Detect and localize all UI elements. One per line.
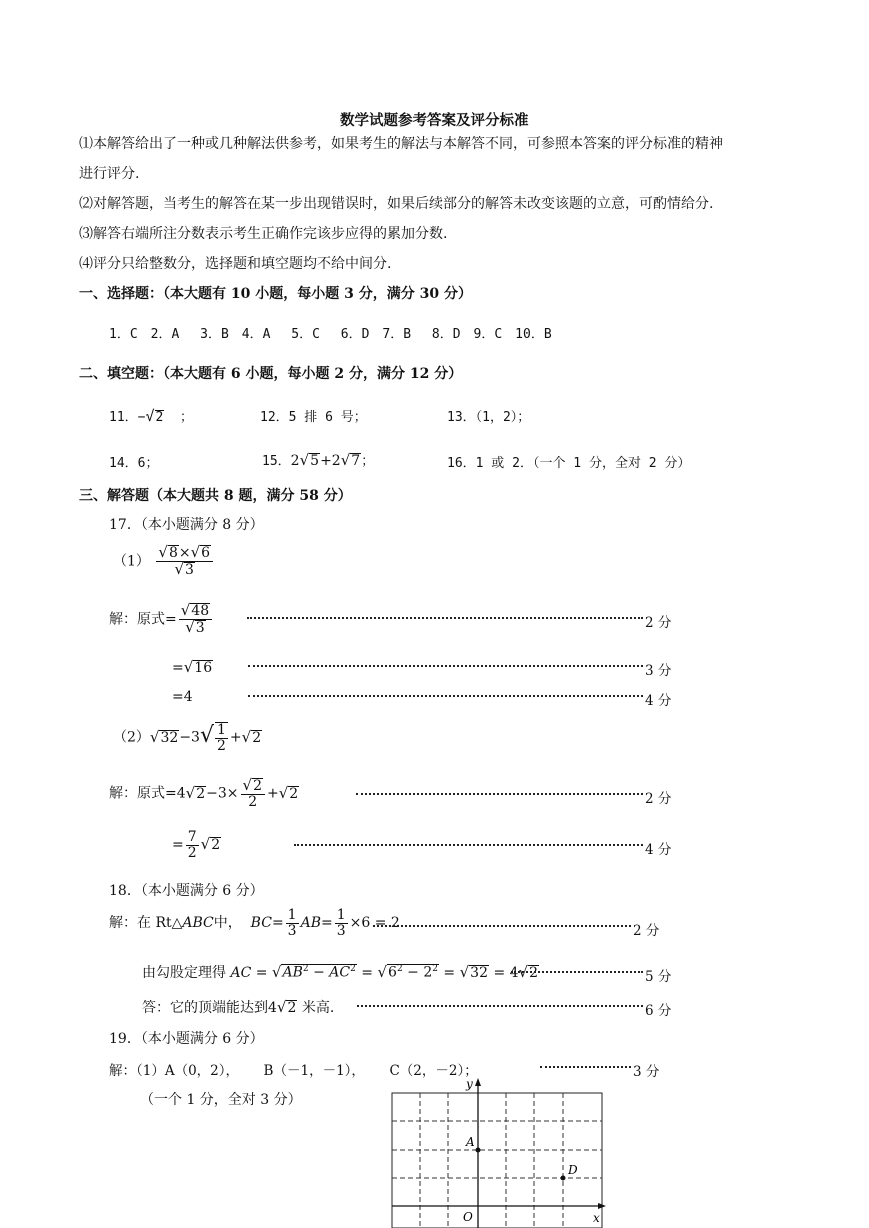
score-label: 3 分	[645, 663, 672, 679]
note-2: ⑵对解答题，当考生的解答在某一步出现错误时，如果后续部分的解答未改变该题的立意，可酌情给分.	[79, 196, 714, 212]
q19-line1: 解：（1）A（0，2）， B（－1，－1）， C（2，－2）；	[109, 1063, 478, 1079]
score-label: 4 分	[645, 842, 672, 858]
fill-answer-13: 13．（1，2）；	[447, 410, 531, 425]
score-leader	[373, 925, 631, 927]
point-d	[561, 1176, 566, 1181]
q17-sol1-line1: 解：原式= $\frac{√48}{√3}$	[109, 603, 214, 636]
point-a-label: A	[466, 1135, 475, 1149]
score-label: 2 分	[633, 923, 660, 939]
score-leader	[357, 1005, 643, 1007]
q17-part1: （1） $\frac{√8\times√6}{√3}$	[113, 545, 215, 578]
page-title: 数学试题参考答案及评分标准	[340, 112, 529, 129]
grid-border	[392, 1093, 602, 1228]
score-leader	[247, 617, 643, 619]
score-label: 3 分	[633, 1064, 660, 1080]
choice-answers: 1．C 2．A 3．B 4．A 5．C 6．D 7．B 8．D 9．C 10．B	[109, 327, 552, 342]
score-label: 5 分	[645, 969, 672, 985]
q17-sol1-line3: =4	[172, 689, 193, 705]
q17-sol2-line1: 解：原式=4√2−3× $\frac{√2}{2}$ +√2	[109, 776, 299, 810]
q17-part2: （2）√32−3√ $\frac{1}{2}$ +√2	[113, 722, 262, 754]
score-label: 2 分	[645, 791, 672, 807]
section-1-heading: 一、选择题：（本大题有 10 小题，每小题 3 分，满分 30 分）	[79, 286, 472, 302]
point-a	[476, 1148, 481, 1153]
fill-answer-14: 14．6；	[109, 456, 159, 471]
q17-sol1-line2: =√16	[172, 658, 213, 676]
fill-answer-15: 15．2√5+2√7；	[262, 451, 375, 469]
note-4: ⑷评分只给整数分，选择题和填空题均不给中间分.	[79, 256, 392, 272]
q18-line1: 解：在 Rt△ABC中， BC= $\frac{1}{3}$ AB= $\frac{1}{3}$ ×6 = 2	[109, 907, 400, 939]
score-leader	[294, 844, 643, 846]
score-leader	[356, 793, 643, 795]
section-3-heading: 三、解答题（本大题共 8 题，满分 58 分）	[79, 488, 352, 504]
fill-answer-11: 11．−√2 ；	[109, 407, 194, 425]
neg-sqrt-2: −√2	[137, 407, 164, 425]
x-axis-label: x	[593, 1211, 600, 1225]
q19-note: （一个 1 分，全对 3 分）	[140, 1092, 302, 1108]
q19-title: 19．（本小题满分 6 分）	[109, 1031, 264, 1047]
score-label: 2 分	[645, 615, 672, 631]
q18-line2: 由勾股定理得 AC = $√AB^2 - AC^2 = √6^2 - 2^2 = √32 = 4√2$	[142, 963, 539, 981]
q17-title: 17．（本小题满分 8 分）	[109, 517, 264, 533]
score-leader	[511, 971, 643, 973]
point-d-label: D	[568, 1163, 578, 1177]
y-axis-arrow-icon	[475, 1078, 481, 1086]
fill-answer-12: 12．5 排 6 号；	[260, 410, 367, 425]
sum-sqrt-expression: 2√5+2√7	[290, 451, 361, 469]
y-axis-label: y	[466, 1077, 473, 1091]
section-2-heading: 二、填空题：（本大题有 6 小题，每小题 2 分，满分 12 分）	[79, 366, 463, 382]
score-leader	[248, 695, 643, 697]
score-leader	[248, 665, 643, 667]
q18-title: 18．（本小题满分 6 分）	[109, 883, 264, 899]
q17-sol2-line2: = $\frac{7}{2}$ √2	[172, 829, 221, 861]
score-label: 4 分	[645, 693, 672, 709]
score-leader	[540, 1066, 631, 1068]
fill-answer-16: 16．1 或 2．（一个 1 分，全对 2 分）	[447, 456, 691, 471]
note-1-cont: 进行评分.	[79, 166, 140, 182]
note-1: ⑴本解答给出了一种或几种解法供参考，如果考生的解法与本解答不同，可参照本答案的评分标准的精神	[79, 136, 723, 152]
grid-lines	[392, 1093, 602, 1228]
coordinate-grid	[380, 1076, 610, 1228]
note-3: ⑶解答右端所注分数表示考生正确作完该步应得的累加分数.	[79, 226, 448, 242]
score-label: 6 分	[645, 1003, 672, 1019]
q18-line3: 答：它的顶端能达到4√2 米高.	[142, 998, 335, 1016]
q17-p1-fraction: $\frac{√8\times√6}{√3}$	[156, 545, 213, 578]
origin-label: O	[463, 1210, 473, 1224]
